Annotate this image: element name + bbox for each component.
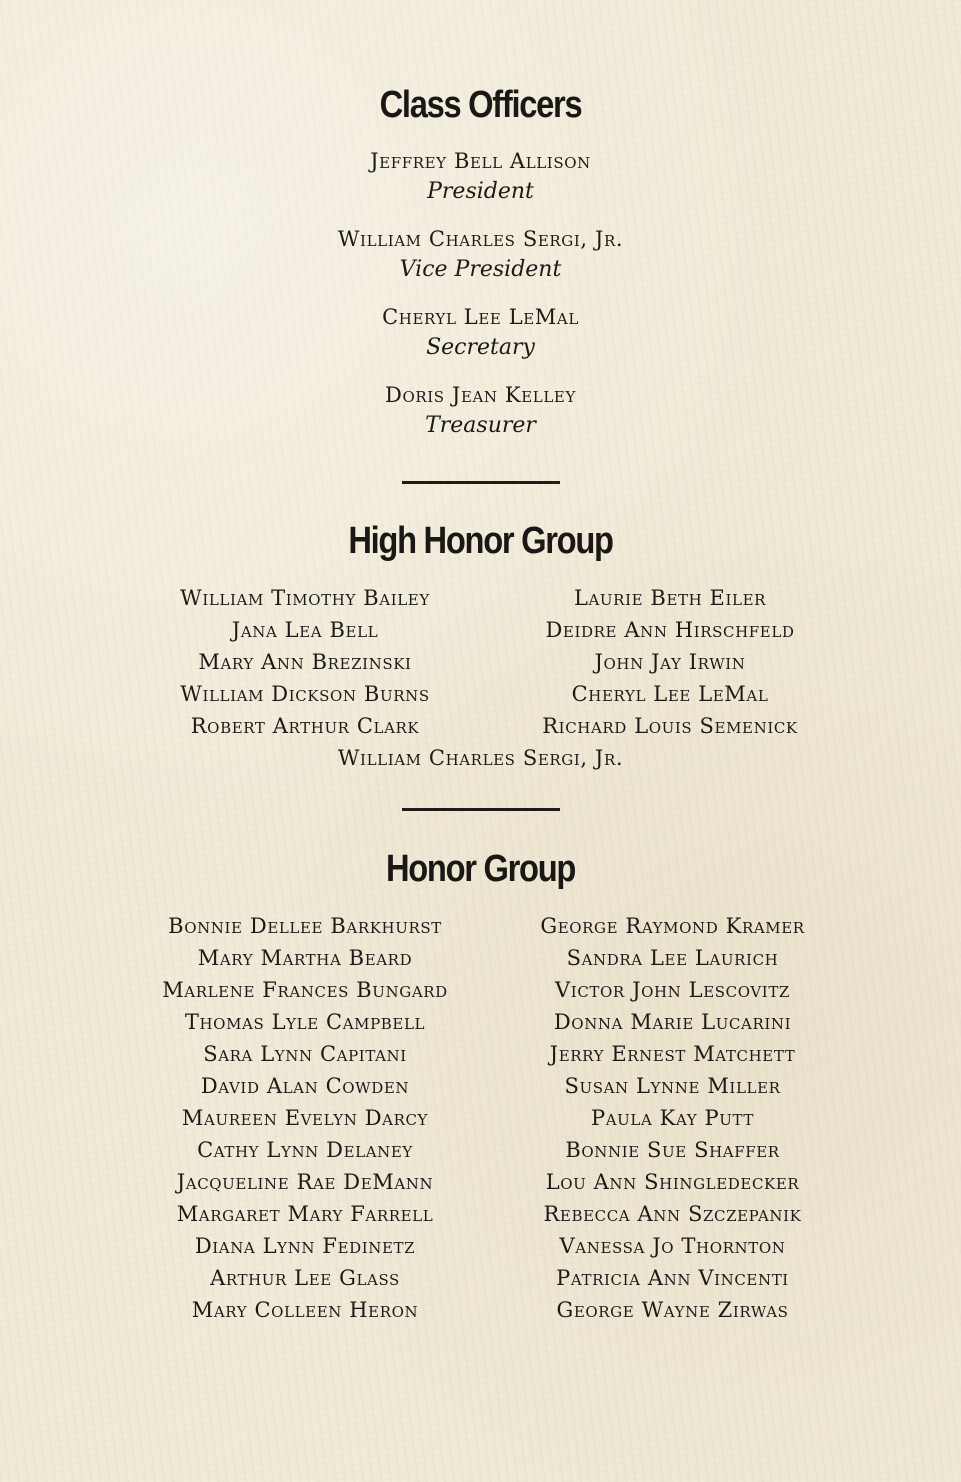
high-honor-right-column bbox=[500, 582, 840, 742]
officer-title: Secretary bbox=[426, 335, 535, 360]
honoree-name: David Alan Cowden bbox=[200, 1074, 410, 1098]
honoree-name: Bonnie Dellee Barkhurst bbox=[168, 914, 442, 938]
officer-secretary bbox=[0, 301, 961, 379]
honoree-name: Cheryl Lee LeMal bbox=[571, 682, 769, 706]
section-divider bbox=[402, 808, 560, 811]
honoree-name: William Timothy Bailey bbox=[180, 586, 430, 610]
honoree-name: George Raymond Kramer bbox=[540, 914, 805, 938]
honoree-name: Sandra Lee Laurich bbox=[566, 946, 779, 970]
honoree-name: Margaret Mary Farrell bbox=[176, 1202, 434, 1226]
honoree-name: Lou Ann Shingledecker bbox=[545, 1170, 800, 1194]
honoree-name: William Charles Sergi, Jr. bbox=[337, 746, 624, 770]
officer-president bbox=[0, 145, 961, 223]
honoree-name: George Wayne Zirwas bbox=[556, 1298, 789, 1322]
honoree-name: Richard Louis Semenick bbox=[542, 714, 798, 738]
honoree-name: Mary Ann Brezinski bbox=[198, 650, 412, 674]
honoree-name: Vanessa Jo Thornton bbox=[559, 1234, 786, 1258]
honoree-name: Mary Martha Beard bbox=[197, 946, 413, 970]
honoree-name: Paula Kay Putt bbox=[590, 1106, 755, 1130]
high-honor-left-column bbox=[140, 582, 470, 742]
honoree-name: Jacqueline Rae DeMann bbox=[176, 1170, 434, 1194]
honor-left-column bbox=[130, 910, 480, 1326]
officer-title: Treasurer bbox=[425, 413, 536, 438]
officer-name: Doris Jean Kelley bbox=[385, 383, 576, 407]
honoree-name: Rebecca Ann Szczepanik bbox=[543, 1202, 802, 1226]
honoree-name: Robert Arthur Clark bbox=[190, 714, 420, 738]
class-officers-list bbox=[0, 145, 961, 457]
honoree-name: Bonnie Sue Shaffer bbox=[565, 1138, 780, 1162]
honoree-name: Donna Marie Lucarini bbox=[553, 1010, 792, 1034]
honoree-name: John Jay Irwin bbox=[594, 650, 746, 674]
officer-name: Jeffrey Bell Allison bbox=[370, 149, 591, 173]
honoree-name: Arthur Lee Glass bbox=[210, 1266, 400, 1290]
honor-group-heading: Honor Group bbox=[385, 848, 576, 890]
officer-vice-president bbox=[0, 223, 961, 301]
honoree-name: Jerry Ernest Matchett bbox=[549, 1042, 796, 1066]
honoree-name: Jana Lea Bell bbox=[231, 618, 379, 642]
honoree-name: Susan Lynne Miller bbox=[564, 1074, 781, 1098]
officer-title: President bbox=[427, 179, 534, 204]
honoree-name: Marlene Frances Bungard bbox=[162, 978, 448, 1002]
honoree-name: Laurie Beth Eiler bbox=[573, 586, 767, 610]
honoree-name: Victor John Lescovitz bbox=[555, 978, 790, 1002]
honoree-name: Diana Lynn Fedinetz bbox=[194, 1234, 416, 1258]
officer-treasurer bbox=[0, 379, 961, 457]
officer-name: William Charles Sergi, Jr. bbox=[337, 227, 624, 251]
honoree-name: Thomas Lyle Campbell bbox=[184, 1010, 426, 1034]
honoree-name: Mary Colleen Heron bbox=[191, 1298, 419, 1322]
honoree-name: Patricia Ann Vincenti bbox=[556, 1266, 789, 1290]
honoree-name: Maureen Evelyn Darcy bbox=[181, 1106, 429, 1130]
section-divider bbox=[402, 481, 560, 484]
honoree-name: Sara Lynn Capitani bbox=[203, 1042, 407, 1066]
officer-title: Vice President bbox=[399, 257, 562, 282]
honoree-name: Cathy Lynn Delaney bbox=[197, 1138, 413, 1162]
class-officers-heading: Class Officers bbox=[379, 84, 582, 126]
high-honor-group-heading: High Honor Group bbox=[348, 520, 613, 562]
honor-right-column bbox=[500, 910, 845, 1326]
honoree-name: Deidre Ann Hirschfeld bbox=[545, 618, 795, 642]
officer-name: Cheryl Lee LeMal bbox=[382, 305, 579, 329]
honoree-name: William Dickson Burns bbox=[180, 682, 430, 706]
